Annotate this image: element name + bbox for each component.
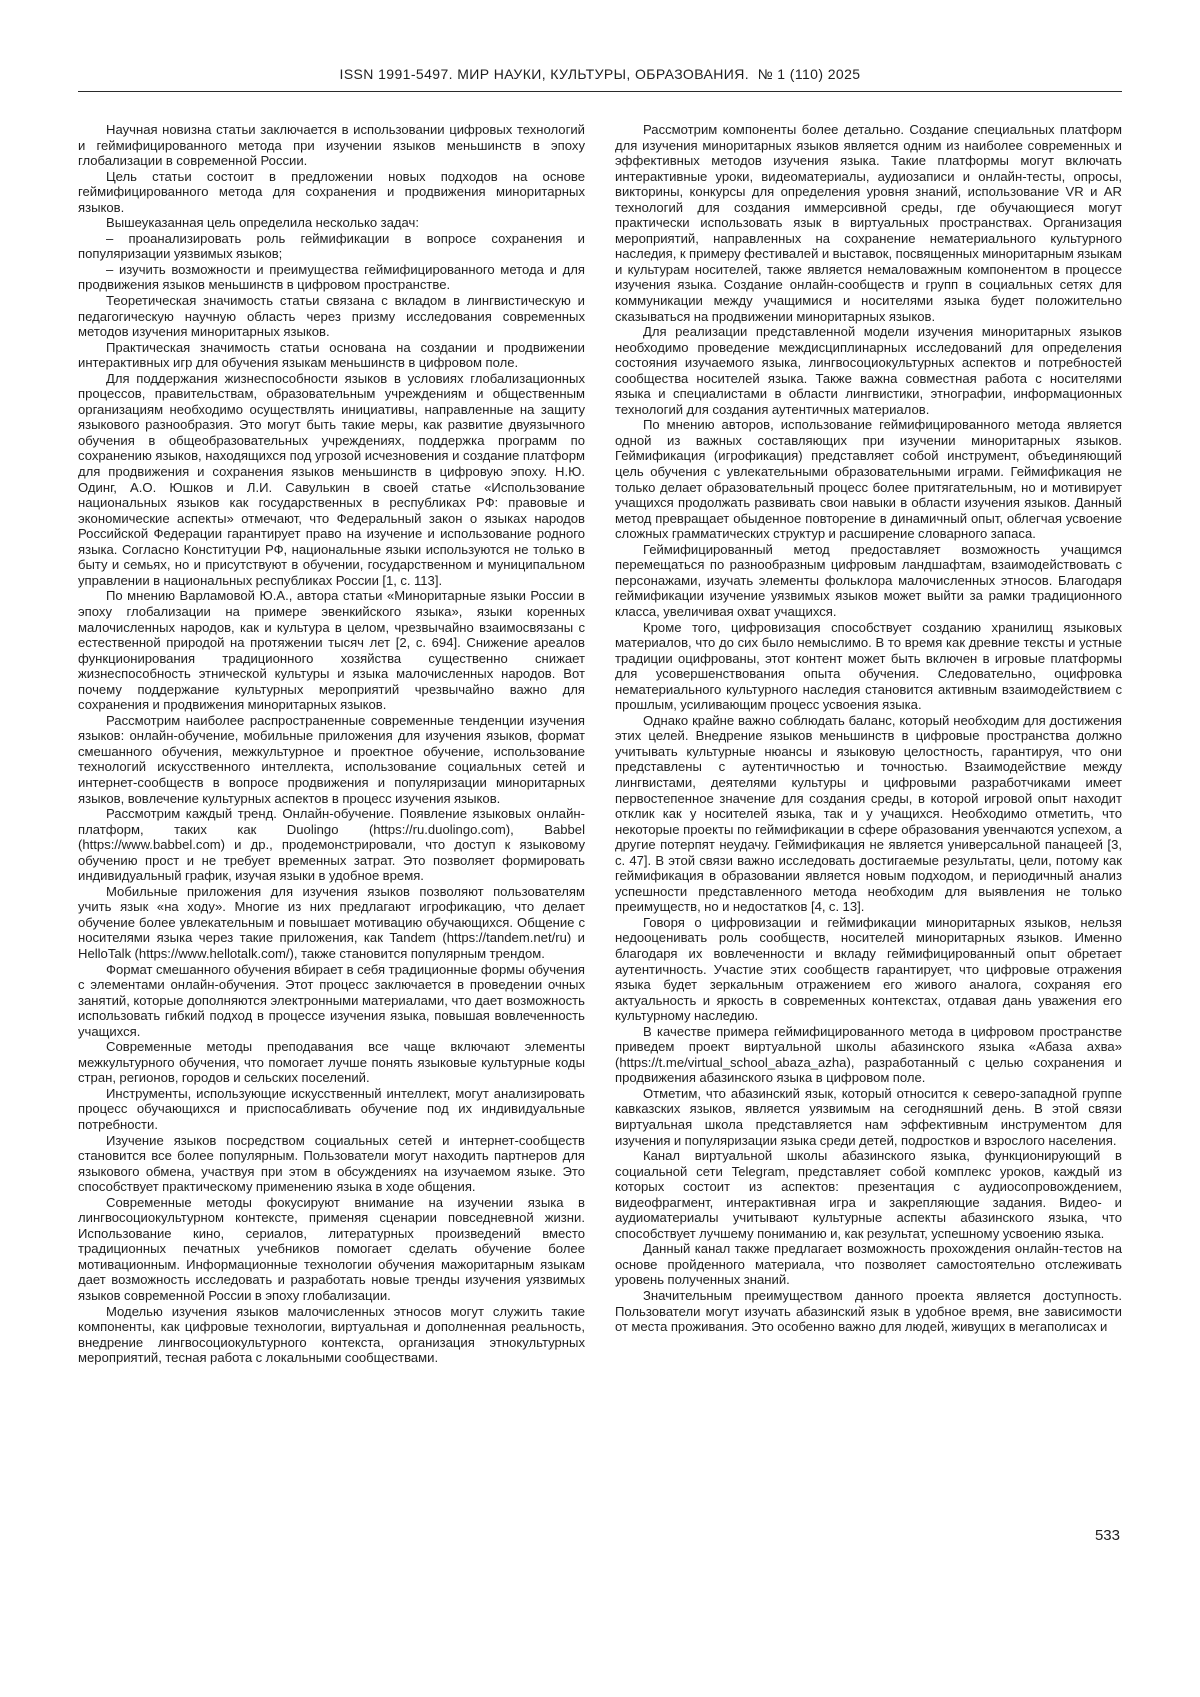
article-body [0,92,1200,1366]
page-number: 533 [1094,1527,1120,1544]
paragraph: Теоретическая значимость статьи связана с вкладом в лингвистическую и педагогическую научную область через призму исследования современных методов изучения миноритарных языков. [78,293,585,340]
right-column [615,122,1122,1366]
paragraph: Цель статьи состоит в предложении новых подходов на основе геймифицированного метода для сохранения и продвижения миноритарных языков. [78,168,585,215]
paragraph: Значительным преимуществом данного проекта является доступность. Пользователи могут изучать абазинский язык в удобное время, вне зависимости от места проживания. Это особенно важно для людей, живущих в мегаполисах и [615,1288,1122,1335]
paragraph: Научная новизна статьи заключается в использовании цифровых технологий и геймифицированного метода при изучении языков меньшинств в эпоху глобализации в современной России. [78,122,585,169]
paragraph: – изучить возможности и преимущества геймифицированного метода и для продвижения языков меньшинств в цифровом пространстве. [78,261,585,293]
paragraph: Геймифицированный метод предоставляет возможность учащимся перемещаться по разнообразным цифровым ландшафтам, взаимодействовать с персонажами, изучать элементы фольклора малочисленных этносов. Благодаря геймификации изучение уязвимых языков может выйти за рамки традиционного класса, увеличивая охват учащихся. [615,541,1122,619]
paragraph: Канал виртуальной школы абазинского языка, функционирующий в социальной сети Telegram, представляет собой комплекс уроков, каждый из которых состоит из аспектов: презентация с аудиосопровождением, видеофрагмент, интерактивная игра и закрепляющие задания. Видео- и аудиоматериалы учитывают культурные аспекты абазинского языка, что способствует лучшему пониманию и, как результат, успешному усвоению языка. [615,1148,1122,1241]
paragraph: Отметим, что абазинский язык, который относится к северо-западной группе кавказских языков, является уязвимым на сегодняшний день. В этой связи виртуальная школа представляется нам эффективным инструментом для изучения и популяризации языка среди детей, подростков и взрослого населения. [615,1085,1122,1148]
paragraph: Рассмотрим компоненты более детально. Создание специальных платформ для изучения миноритарных языков является одним из наиболее современных и эффективных методов изучения языка. Такие платформы могут включать интерактивные уроки, видеоматериалы, аудиозаписи и онлайн-тесты, опросы, викторины, конкурсы для определения уровня знаний, использование VR и AR технологий для создания иммерсивной среды, где обучающиеся могут практически использовать язык в виртуальных пространствах. Организация мероприятий, направленных на сохранение нематериального культурного наследия, к примеру фестивалей и выставок, посвященных миноритарным языкам и культурам носителей, также является немаловажным компонентом в процессе изучения языка. Создание онлайн-сообществ и групп в социальных сетях для коммуникации между учащимися и носителями языка будет положительно сказываться на продвижении миноритарных языков. [615,122,1122,324]
paragraph: Рассмотрим каждый тренд. Онлайн-обучение. Появление языковых онлайн-платформ, таких как Duolingo (https://ru.duolingo.com), Babbel (https://www.babbel.com) и др., продемонстрировали, что доступ к языковому обучению прост и не требует временных затрат. Это позволяет формировать индивидуальный график, изучая языки в удобное время. [78,806,585,884]
paragraph: Инструменты, использующие искусственный интеллект, могут анализировать процесс обучающихся и приспосабливать обучение под их индивидуальные потребности. [78,1085,585,1132]
paragraph: Говоря о цифровизации и геймификации миноритарных языков, нельзя недооценивать роль сообществ, носителей миноритарных языков. Именно благодаря их вовлеченности и вкладу геймифицированный опыт обретает аутентичность. Участие этих сообществ гарантирует, что цифровые отражения языка будет зеркальным отражением его живого аналога, сохраняя его актуальность и яркость в современных контекстах, отдавая дань уважения его культурному наследию. [615,914,1122,1024]
paragraph: Современные методы фокусируют внимание на изучении языка в лингвосоциокультурном контексте, применяя сценарии повседневной жизни. Использование кино, сериалов, литературных произведений вместо традиционных печатных учебников помогает сделать обучение более мотивационным. Информационные технологии обучения мажоритарным языкам дает возможность исследовать и разработать новые тренды изучения уязвимых языков современной России в эпоху глобализации. [78,1194,585,1304]
paragraph: Однако крайне важно соблюдать баланс, который необходим для достижения этих целей. Внедрение языков меньшинств в цифровые пространства должно учитывать культурные нюансы и языковую целостность, гарантируя, что они представлены с аутентичностью и точностью. Взаимодействие между лингвистами, деятелями культуры и цифровыми разработчиками имеет первостепенное значение для создания среды, в которой игровой опыт находит отклик как у носителей языка, так и у учащихся. Необходимо отметить, что некоторые проекты по геймификации в сфере образования увенчаются успехом, а другие потерпят неудачу. Геймификация не является универсальной панацеей [3, с. 47]. В этой связи важно исследовать достигаемые результаты, цели, потому как геймификация в образовании является новым подходом, и периодичный анализ успешности представленного метода необходим для выявления не только преимуществ, но и недостатков [4, с. 13]. [615,712,1122,915]
paragraph: – проанализировать роль геймификации в вопросе сохранения и популяризации уязвимых языков; [78,230,585,262]
paragraph: Вышеуказанная цель определила несколько задач: [106,215,419,231]
paragraph: Данный канал также предлагает возможность прохождения онлайн-тестов на основе пройденного материала, что позволяет самостоятельно отслеживать уровень полученных знаний. [615,1241,1122,1288]
journal-header-line: ISSN 1991-5497. МИР НАУКИ, КУЛЬТУРЫ, ОБРАЗОВАНИЯ. № 1 (110) 2025 [339,66,861,82]
paragraph: Мобильные приложения для изучения языков позволяют пользователям учить язык «на ходу». Многие из них предлагают игрофикацию, что делает обучение более увлекательным и повышает мотивацию обучающихся. Общение с носителями языка через такие приложения, как Tandem (https://tandem.net/ru) и HelloTalk (https://www.hellotalk.com/), также становится популярным трендом. [78,883,585,961]
paragraph: Рассмотрим наиболее распространенные современные тенденции изучения языков: онлайн-обучение, мобильные приложения для изучения языков, формат смешанного обучения, межкультурное и проектное обучение, использование технологий искусственного интеллекта, использование социальных сетей и интернет-сообществ в вопросе продвижения и популяризации миноритарных языков, вовлечение культурных аспектов в процесс изучения языков. [78,712,585,806]
paragraph: Формат смешанного обучения вбирает в себя традиционные формы обучения с элементами онлайн-обучения. Этот процесс заключается в проведении очных занятий, которые дополняются электронными материалами, что дает возможность использовать гибкий подход в процессе изучения языка, повышая вовлеченность учащихся. [78,961,585,1039]
paragraph: В качестве примера геймифицированного метода в цифровом пространстве приведем проект виртуальной школы абазинского языка «Абаза ахва» (https://t.me/virtual_school_abaza_azha), разработанный с целью сохранения и продвижения абазинского языка в цифровом поле. [615,1023,1122,1086]
journal-header [0,0,1200,92]
paragraph: Современные методы преподавания все чаще включают элементы межкультурного обучения, что помогает лучше понять языковые культурные коды стран, регионов, городов и сельских поселений. [78,1039,585,1086]
paragraph: По мнению авторов, использование геймифицированного метода является одной из важных составляющих при изучении миноритарных языков. Геймификация (игрофикация) представляет собой инструмент, объединяющий цель обучения с увлекательными образовательными играми. Геймификация не только делает образовательный процесс более притягательным, но и мотивирует учащихся продолжать развивать свои навыки в области изучения языков. Данный метод превращает обыденное повторение в динамичный опыт, облегчая усвоение сложных грамматических структур и расширение словарного запаса. [615,417,1122,542]
paragraph: Для реализации представленной модели изучения миноритарных языков необходимо проведение междисциплинарных исследований для определения состояния изучаемого языка, лингвосоциокультурных аспектов и потребностей сообщества носителей языка. Также важна совместная работа с носителями языка и специалистами в области лингвистики, этнографии, информационных технологий для создания аутентичных материалов. [615,324,1122,417]
paragraph: Моделью изучения языков малочисленных этносов могут служить такие компоненты, как цифровые технологии, виртуальная и дополненная реальность, внедрение лингвосоциокультурного контекста, организация этнокультурных мероприятий, тесная работа с локальными сообществами. [78,1303,585,1366]
left-column [78,122,585,1366]
paragraph: Для поддержания жизнеспособности языков в условиях глобализационных процессов, правительствам, образовательным учреждениям и общественным организациям необходимо осуществлять инициативы, направленные на защиту языкового разнообразия. Это могут быть такие меры, как развитие двуязычного обучения в общеобразовательных учреждениях, поддержка программ по сохранению языков, находящихся под угрозой исчезновения и создание платформ для продвижения и сохранения языков меньшинств в цифровую эпоху. Н.Ю. Одинг, А.О. Юшков и Л.И. Савулькин в своей статье «Использование национальных языков как государственных в республиках РФ: правовые и экономические аспекты» отмечают, что Федеральный закон о языках народов Российской Федерации гарантирует право на изучение и использование родного языка. Согласно Конституции РФ, национальные языки используются не только в быту и семьях, но и присутствуют в обучении, государственном и муниципальном управлении в национальных республиках России [1, с. 113]. [78,370,585,588]
paragraph: Кроме того, цифровизация способствует созданию хранилищ языковых материалов, что до сих было немыслимо. В то время как древние тексты и устные традиции оцифрованы, этот контент может быть включен в игровые платформы для усовершенствования опыта обучения. Следовательно, оцифровка нематериального культурного наследия становится активным взаимодействием с прошлым, усиливающим процесс усвоения языка. [615,619,1122,713]
paragraph: Практическая значимость статьи основана на создании и продвижении интерактивных игр для обучения языкам меньшинств в цифровом поле. [78,339,585,371]
paragraph: Изучение языков посредством социальных сетей и интернет-сообществ становится все более популярным. Пользователи могут находить партнеров для языкового обмена, участвуя при этом в обсуждениях на изучаемом языке. Это способствует практическому применению языка в ходе общения. [78,1132,585,1195]
paragraph: По мнению Варламовой Ю.А., автора статьи «Миноритарные языки России в эпоху глобализации на примере эвенкийского языка», языки коренных малочисленных народов, как и культура в целом, чрезвычайно взаимосвязаны с естественной природой на протяжении тысяч лет [2, с. 694]. Снижение ареалов функционирования традиционного хозяйства существенно снижает жизнеспособность этнической культуры и языка малочисленных народов. Вот почему поддержание культурных мероприятий чрезвычайно важно для сохранения и продвижения миноритарных языков. [78,588,585,713]
